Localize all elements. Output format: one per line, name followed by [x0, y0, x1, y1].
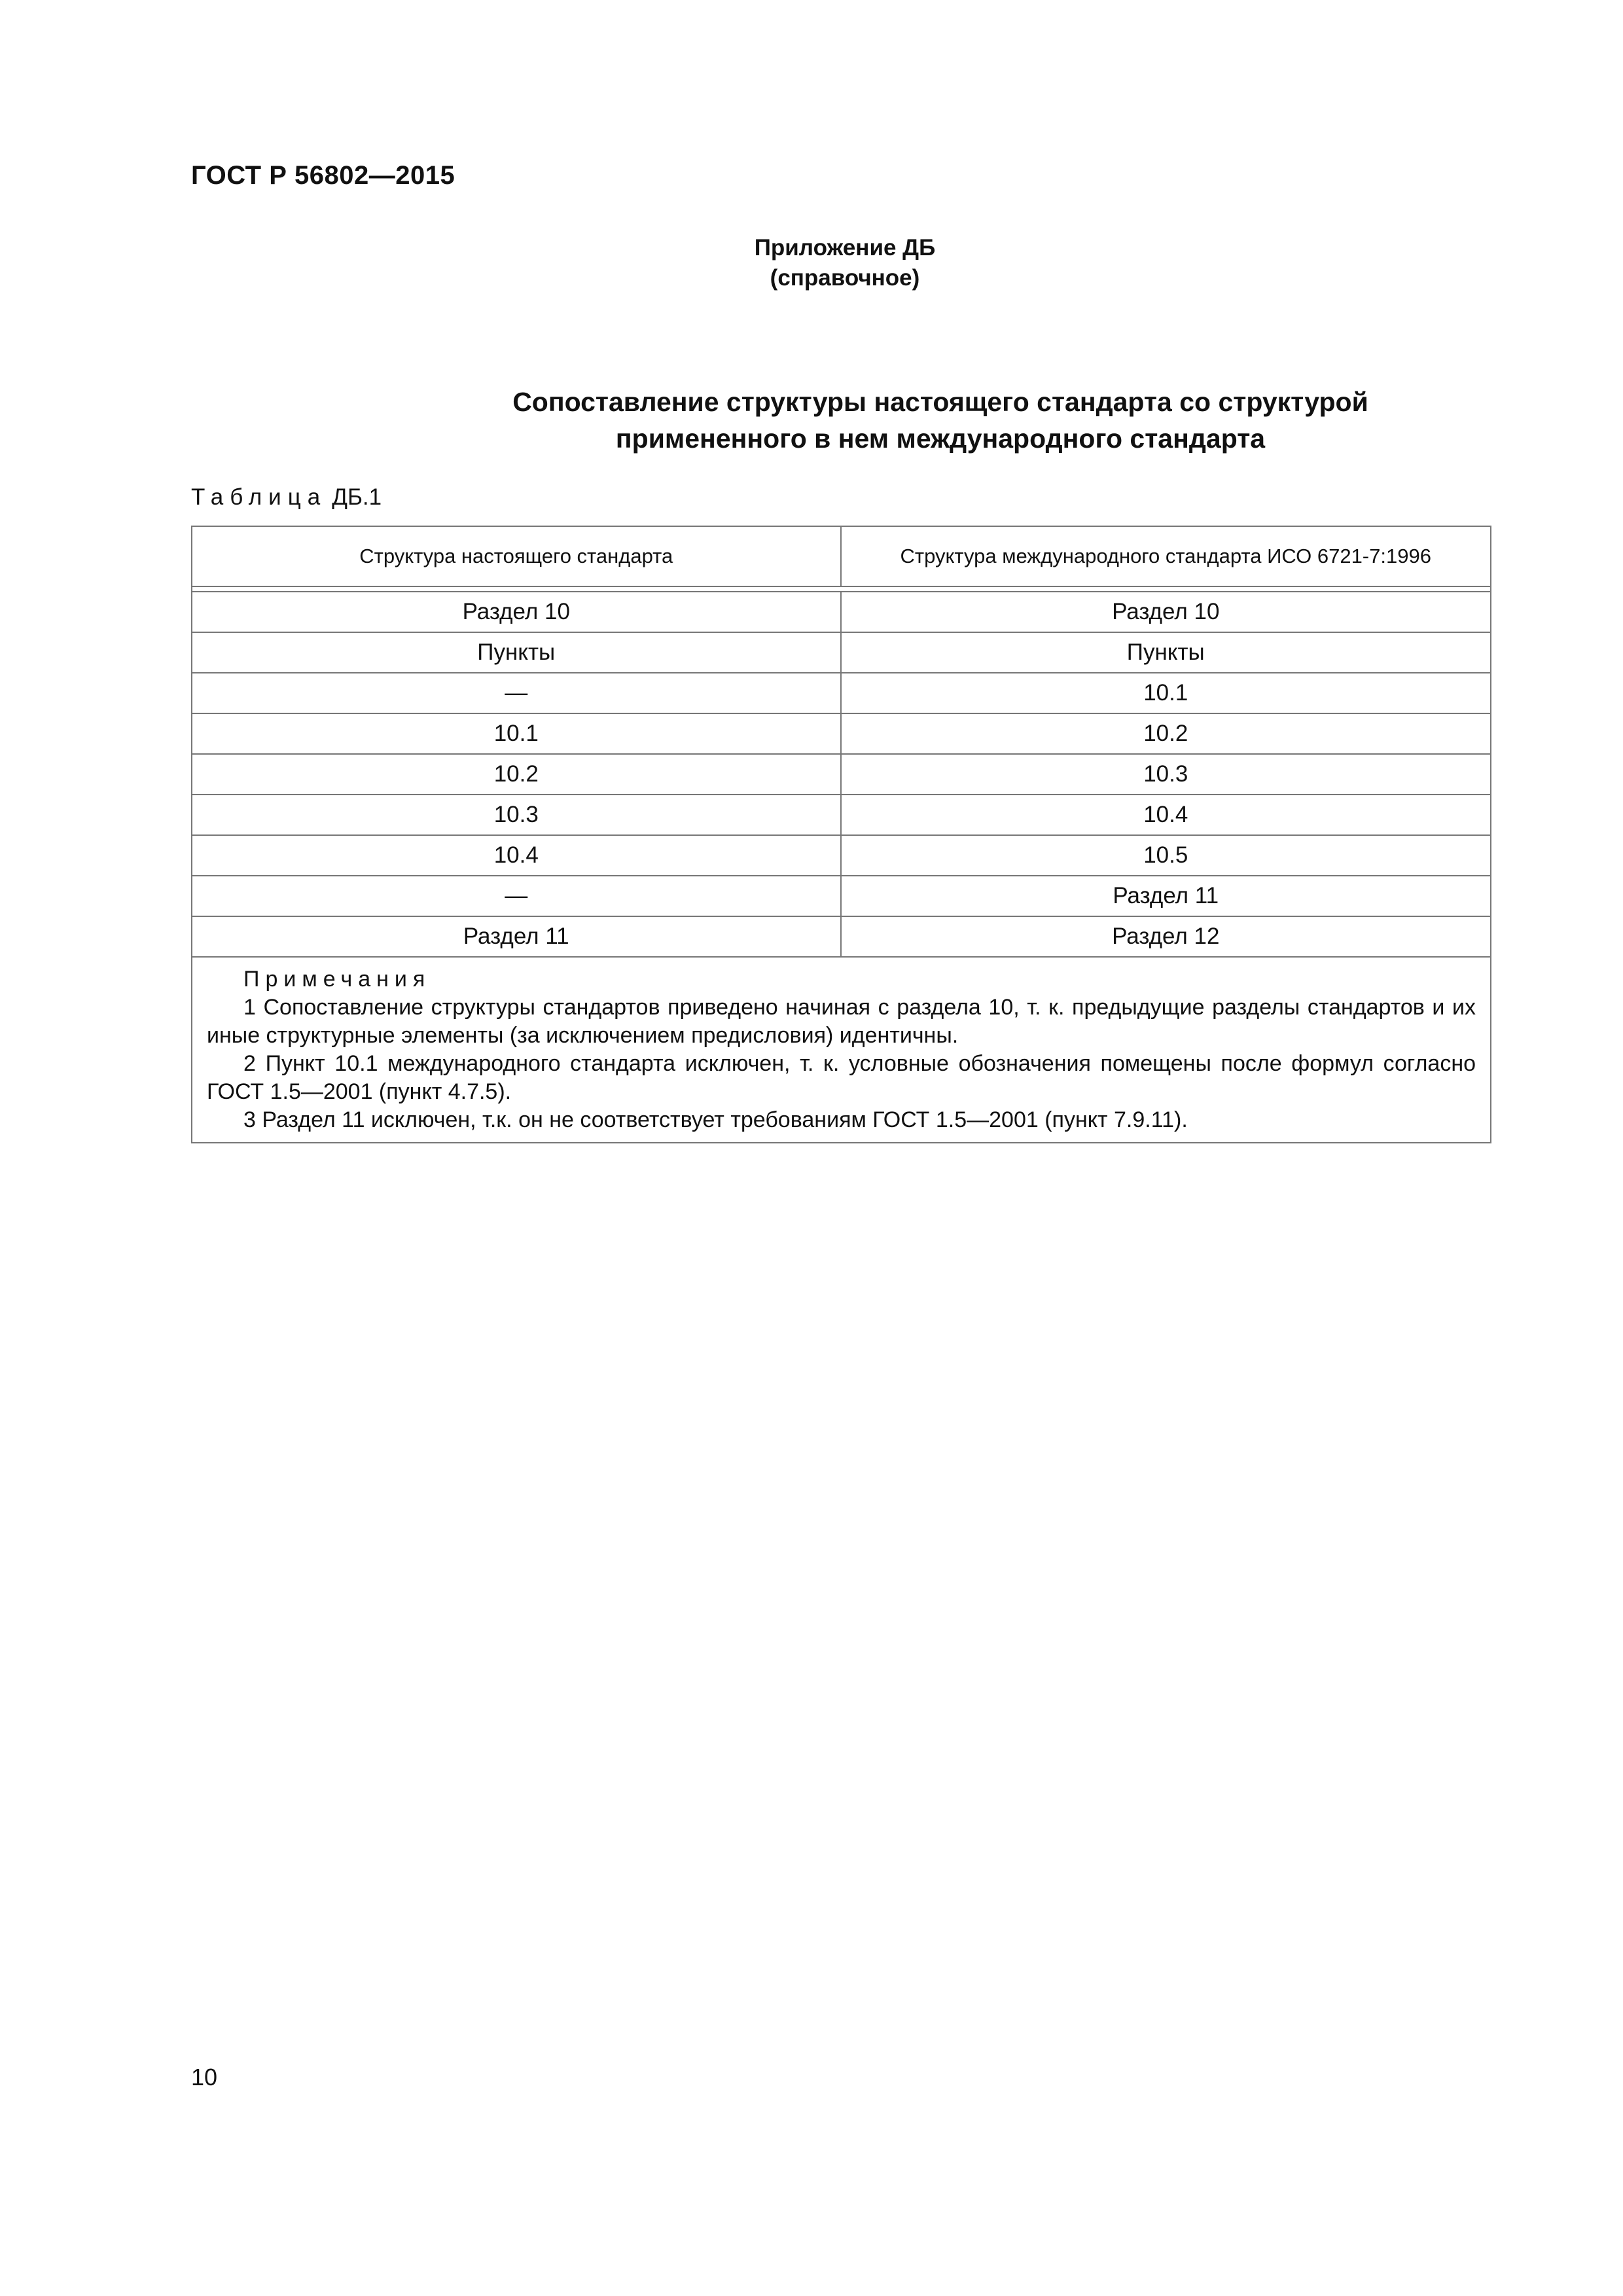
section-title-line-1: Сопоставление структуры настоящего стандарта со структурой [512, 387, 1368, 417]
table-cell: Раздел 12 [1112, 924, 1220, 949]
table-cell: Раздел 11 [192, 917, 842, 956]
table-caption [191, 484, 382, 511]
table-cell: 10.2 [1143, 721, 1188, 746]
section-title [191, 384, 1500, 457]
table-cell: Раздел 11 [1113, 883, 1219, 908]
table-cell: Пункты [192, 633, 842, 672]
table-cell: Раздел 10 [1112, 599, 1220, 624]
table-cell: 10.3 [192, 795, 842, 834]
appendix-title: Приложение ДБ [754, 235, 936, 260]
table-cell: — [192, 876, 842, 916]
table-row [192, 633, 1490, 673]
appendix-subtitle: (справочное) [770, 265, 920, 291]
table-row [192, 917, 1490, 958]
table-row [192, 714, 1490, 755]
table-cell: 10.1 [192, 714, 842, 753]
table-caption-id: ДБ.1 [332, 484, 382, 510]
table-cell: Пункты [1126, 639, 1205, 665]
document-code: ГОСТ Р 56802—2015 [191, 161, 455, 190]
table-row [192, 673, 1490, 714]
table-cell: 10.2 [192, 755, 842, 794]
table-cell: 10.4 [192, 836, 842, 875]
column-header-national: Структура настоящего стандарта [192, 527, 842, 586]
column-header-international: Структура международного стандарта ИСО 6721-7:1996 [900, 545, 1431, 567]
table-caption-prefix: Таблица [191, 484, 327, 510]
table-row [192, 836, 1490, 876]
table-cell: 10.4 [1143, 802, 1188, 827]
table-cell: 10.3 [1143, 761, 1188, 787]
table-row [192, 876, 1490, 917]
table-cell: — [192, 673, 842, 713]
note-item: 3 Раздел 11 исключен, т.к. он не соответствует требованиям ГОСТ 1.5—2001 (пункт 7.9.11). [243, 1107, 1188, 1132]
table-notes [192, 958, 1490, 1142]
section-title-line-2: примененного в нем международного стандарта [615, 423, 1266, 454]
table-cell: Раздел 10 [192, 592, 842, 632]
note-item: 2 Пункт 10.1 международного стандарта исключен, т. к. условные обозначения помещены после формул согласно ГОСТ 1.5—2001 (пункт 4.7.5). [207, 1051, 1476, 1104]
page-number: 10 [191, 2064, 218, 2090]
table-row [192, 755, 1490, 795]
comparison-table [191, 526, 1491, 1143]
header-double-rule [192, 587, 1490, 592]
notes-title: Примечания [243, 967, 431, 992]
table-cell: 10.1 [1143, 680, 1188, 706]
table-row [192, 592, 1490, 633]
table-header-row [192, 527, 1490, 587]
appendix-heading [654, 233, 1035, 293]
note-item: 1 Сопоставление структуры стандартов приведено начиная с раздела 10, т. к. предыдущие разделы стандартов и их иные структурные элементы (за исключением предисловия) идентичны. [207, 995, 1476, 1048]
table-row [192, 795, 1490, 836]
table-cell: 10.5 [1143, 842, 1188, 868]
